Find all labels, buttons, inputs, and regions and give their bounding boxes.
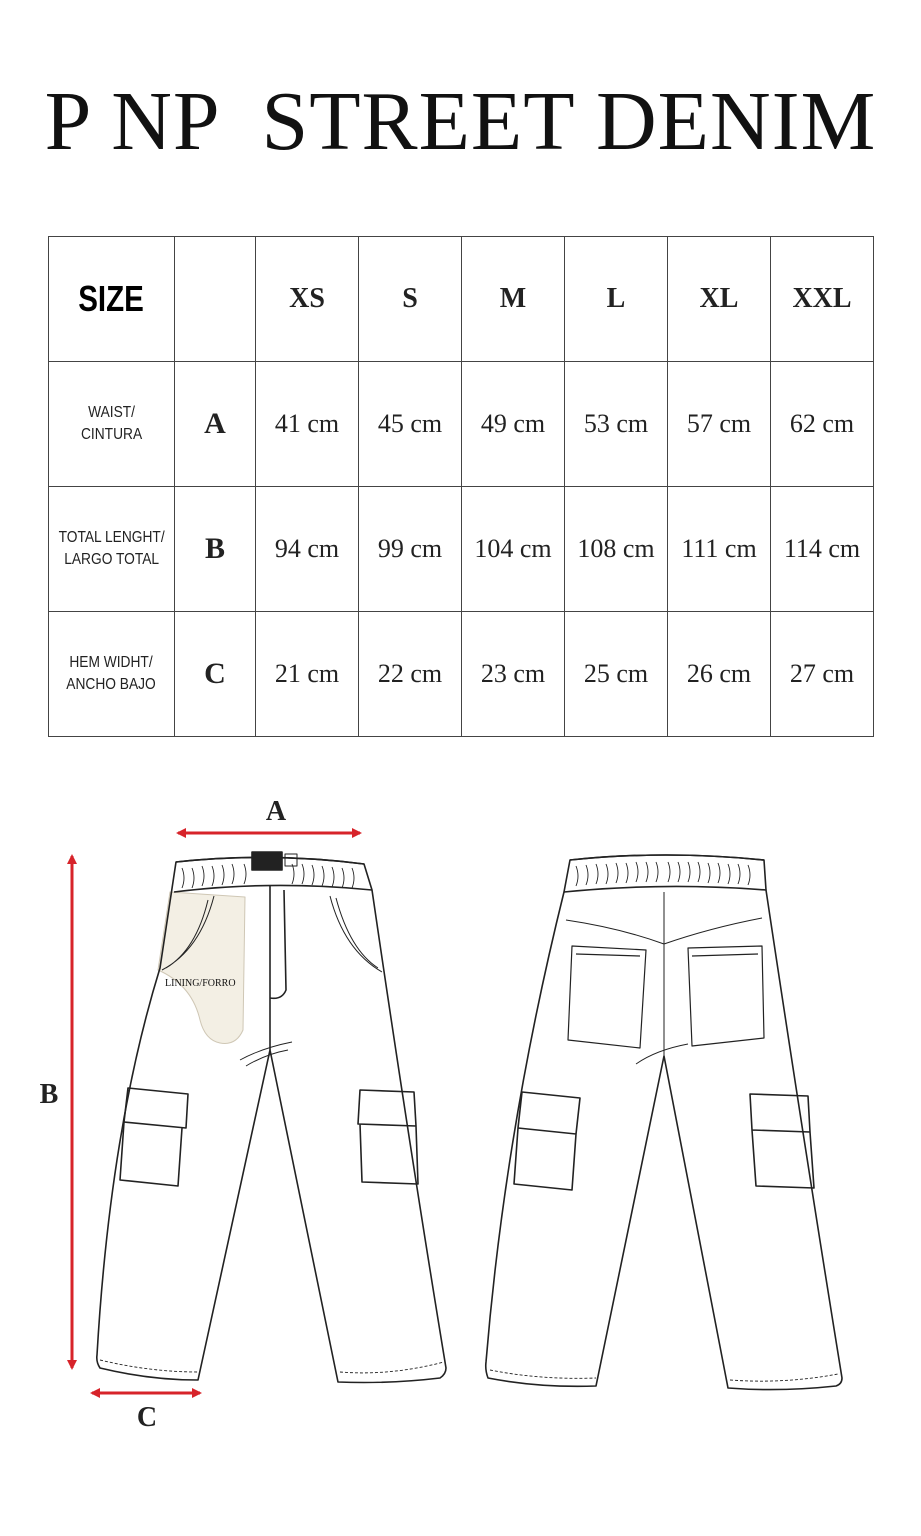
row-label: HEM WIDHT/ ANCHO BAJO [66, 654, 157, 693]
table-row [49, 487, 874, 612]
table-cell: 21 cm [256, 612, 359, 737]
row-label-cell [49, 612, 175, 737]
table-cell: 27 cm [771, 612, 874, 737]
code-header-cell [175, 237, 256, 362]
length-dimension-label: B [39, 1079, 59, 1110]
size-header-cell [49, 237, 175, 362]
row-label: WAIST/ CINTURA [80, 404, 143, 443]
row-label-cell [49, 362, 175, 487]
table-cell: 41 cm [256, 362, 359, 487]
hem-dimension-label: C [136, 1402, 158, 1433]
table-row [49, 612, 874, 737]
row-label: TOTAL LENGHT/ LARGO TOTAL [58, 529, 165, 568]
lining-area [158, 892, 245, 1043]
back-pants-illustration [486, 855, 842, 1390]
size-xl: XL [668, 237, 771, 362]
size-m: M [462, 237, 565, 362]
table-cell: 22 cm [359, 612, 462, 737]
table-cell: 49 cm [462, 362, 565, 487]
table-cell: 26 cm [668, 612, 771, 737]
table-row [49, 362, 874, 487]
size-xxl: XXL [771, 237, 874, 362]
row-code: B [175, 487, 256, 612]
table-header-row [49, 237, 874, 362]
table-cell: 25 cm [565, 612, 668, 737]
size-l: L [565, 237, 668, 362]
size-s: S [359, 237, 462, 362]
pants-diagram [0, 780, 921, 1460]
row-code: C [175, 612, 256, 737]
size-chart-table [48, 236, 874, 737]
size-xs: XS [256, 237, 359, 362]
table-cell: 57 cm [668, 362, 771, 487]
table-cell: 45 cm [359, 362, 462, 487]
table-cell: 23 cm [462, 612, 565, 737]
waist-dimension-label: A [265, 796, 287, 827]
table-cell: 94 cm [256, 487, 359, 612]
table-cell: 111 cm [668, 487, 771, 612]
front-pants-illustration [97, 852, 446, 1383]
table-cell: 62 cm [771, 362, 874, 487]
table-cell: 108 cm [565, 487, 668, 612]
row-code: A [175, 362, 256, 487]
table-cell: 99 cm [359, 487, 462, 612]
page-title: P NP STREET DENIM [44, 75, 877, 168]
table-cell: 104 cm [462, 487, 565, 612]
table-cell: 53 cm [565, 362, 668, 487]
table-cell: 114 cm [771, 487, 874, 612]
size-header-label: SIZE [78, 278, 145, 319]
lining-label: LINING/FORRO [165, 978, 236, 989]
row-label-cell [49, 487, 175, 612]
